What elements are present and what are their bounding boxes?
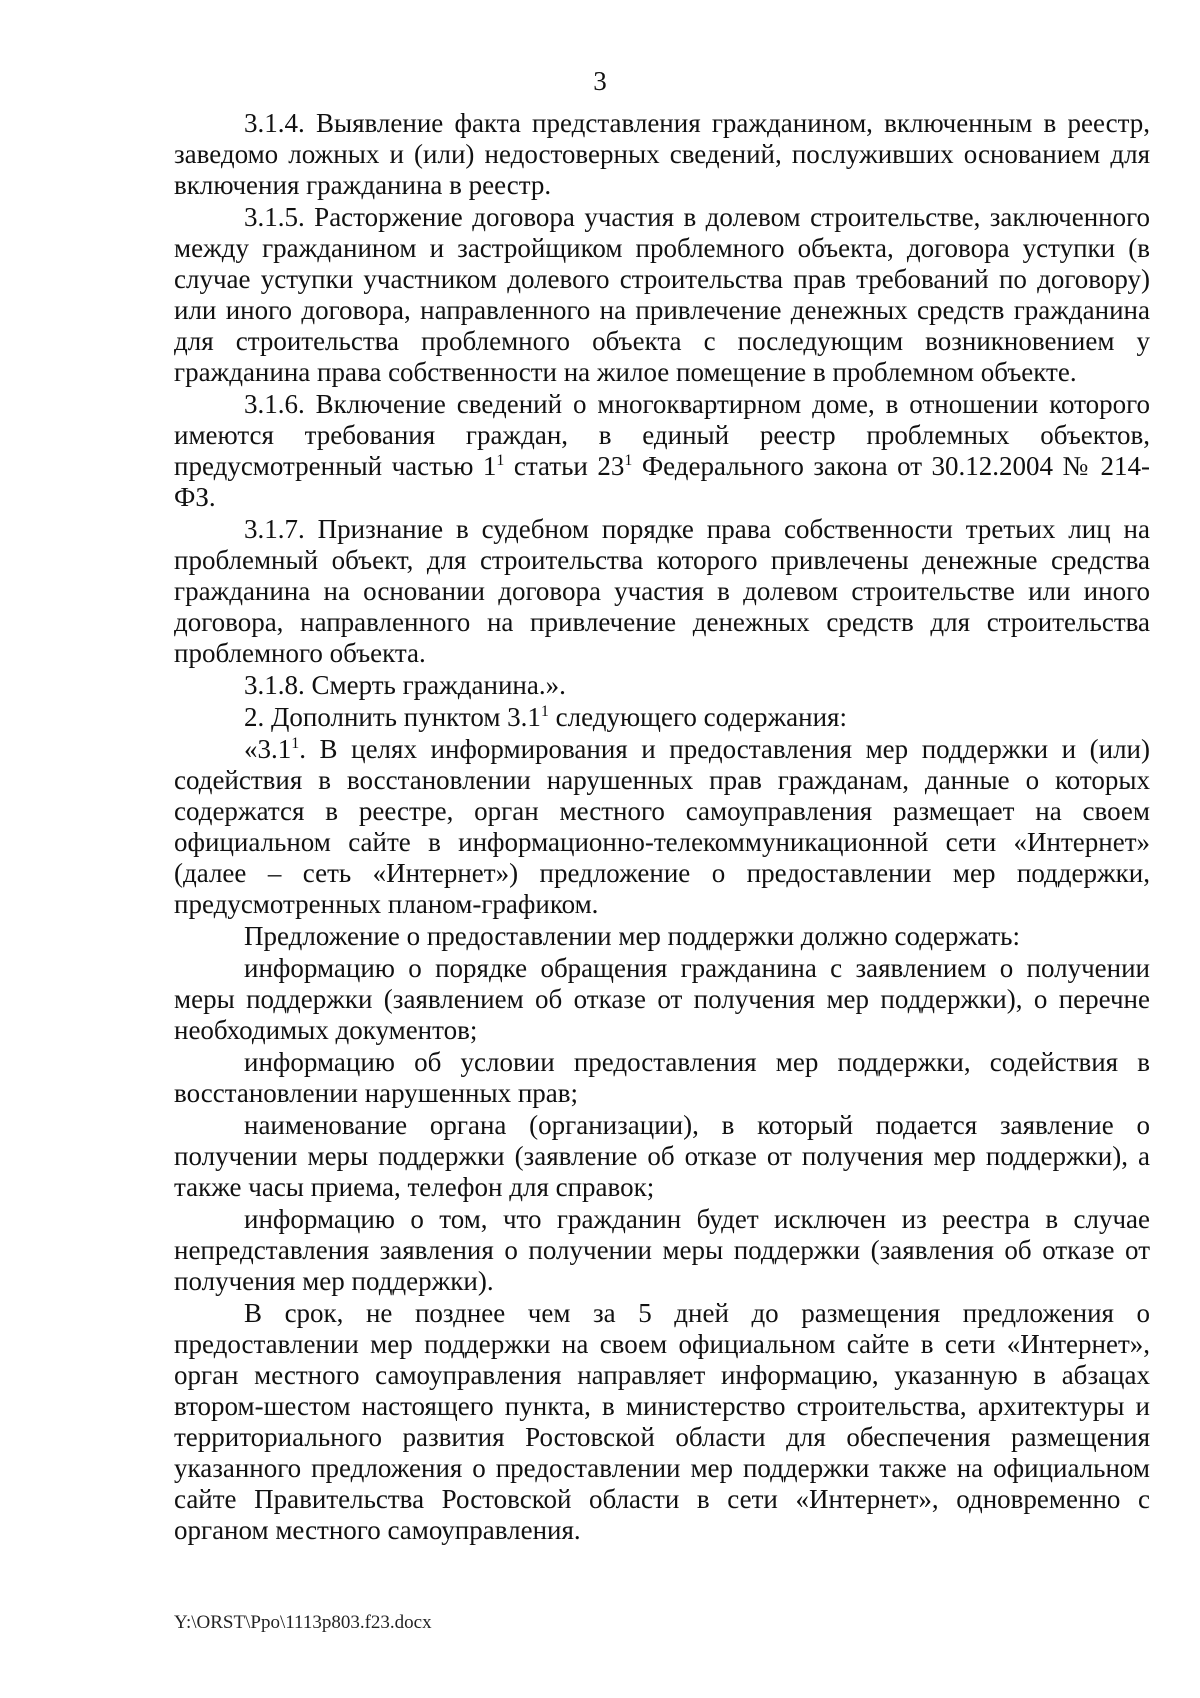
- paragraph-3-1-8: 3.1.8. Смерть гражданина.».: [244, 670, 566, 700]
- item-2-text-a: 2. Дополнить пунктом 3.1: [244, 702, 541, 732]
- item-2-text-b: следующего содержания:: [548, 702, 847, 732]
- paragraph-offer-contents: Предложение о предоставлении мер поддержки должно содержать:: [244, 921, 1020, 951]
- paragraph-3-1-6-text-b: статьи 23: [504, 451, 625, 481]
- paragraph-3-1-1-text-a: «3.1: [244, 734, 292, 764]
- paragraph-3-1-1-text-b: . В целях информирования и предоставления мер поддержки и (или) содействия в восстановлении нарушенных прав гражданам, данные о которых содержатся в реестре, орган местного самоуправления размещает на своем официальном сайте в информационно-телекоммуникационной сети «Интернет» (далее – сеть «Интернет») предложение о предоставлении мер поддержки, предусмотренных планом-графиком.: [174, 734, 1150, 919]
- paragraph-term: В срок, не позднее чем за 5 дней до размещения предложения о предоставлении мер поддержки на своем официальном сайте в сети «Интернет», орган местного самоуправления направляет информацию, указанную в абзацах втором-шестом настоящего пункта, в министерство строительства, архитектуры и территориального развития Ростовской области для обеспечения размещения указанного предложения о предоставлении мер поддержки также на официальном сайте Правительства Ростовской области в сети «Интернет», одновременно с органом местного самоуправления.: [174, 1298, 1150, 1545]
- superscript: 1: [291, 735, 300, 752]
- paragraph-3-1-5: 3.1.5. Расторжение договора участия в долевом строительстве, заключенного между гражданином и застройщиком проблемного объекта, договора уступки (в случае уступки участником долевого строительства прав требований по договору) или иного договора, направленного на привлечение денежных средств гражданина для строительства проблемного объекта с последующим возникновением у гражданина права собственности на жилое помещение в проблемном объекте.: [174, 202, 1150, 387]
- paragraph-3-1-4: 3.1.4. Выявление факта представления гражданином, включенным в реестр, заведомо ложных и (или) недостоверных сведений, послуживших основанием для включения гражданина в реестр.: [174, 108, 1150, 200]
- page-number: 3: [593, 66, 607, 96]
- paragraph-3-1-1: [174, 734, 1150, 920]
- superscript: 1: [624, 452, 633, 469]
- superscript: 1: [496, 452, 505, 469]
- superscript: 1: [540, 703, 549, 720]
- footer-file-path: Y:\ORST\Ppo\1113p803.f23.docx: [174, 1612, 432, 1633]
- document-body: [174, 108, 1150, 1547]
- paragraph-3-1-7: 3.1.7. Признание в судебном порядке права собственности третьих лиц на проблемный объект, для строительства которого привлечены денежные средства гражданина на основании договора участия в долевом строительстве или иного договора, направленного на привлечение денежных средств для строительства проблемного объекта.: [174, 514, 1150, 668]
- paragraph-3-1-6-text-c: Федерального закона от 30.12.2004 № 214-ФЗ.: [174, 451, 1150, 512]
- paragraph-info-procedure: информацию о порядке обращения гражданина с заявлением о получении меры поддержки (заявлением об отказе от получения мер поддержки), о перечне необходимых документов;: [174, 953, 1150, 1045]
- paragraph-item-2: [174, 702, 1150, 733]
- paragraph-info-exclusion: информацию о том, что гражданин будет исключен из реестра в случае непредставления заявления о получении меры поддержки (заявления об отказе от получения мер поддержки).: [174, 1204, 1150, 1296]
- paragraph-info-conditions: информацию об условии предоставления мер поддержки, содействия в восстановлении нарушенных прав;: [174, 1047, 1150, 1108]
- paragraph-3-1-6: [174, 389, 1150, 513]
- paragraph-authority-name: наименование органа (организации), в который подается заявление о получении меры поддержки (заявление об отказе от получения мер поддержки), а также часы приема, телефон для справок;: [174, 1110, 1150, 1202]
- paragraph-3-1-6-text-a: 3.1.6. Включение сведений о многоквартирном доме, в отношении которого имеются требования граждан, в единый реестр проблемных объектов, предусмотренный частью 1: [174, 389, 1150, 481]
